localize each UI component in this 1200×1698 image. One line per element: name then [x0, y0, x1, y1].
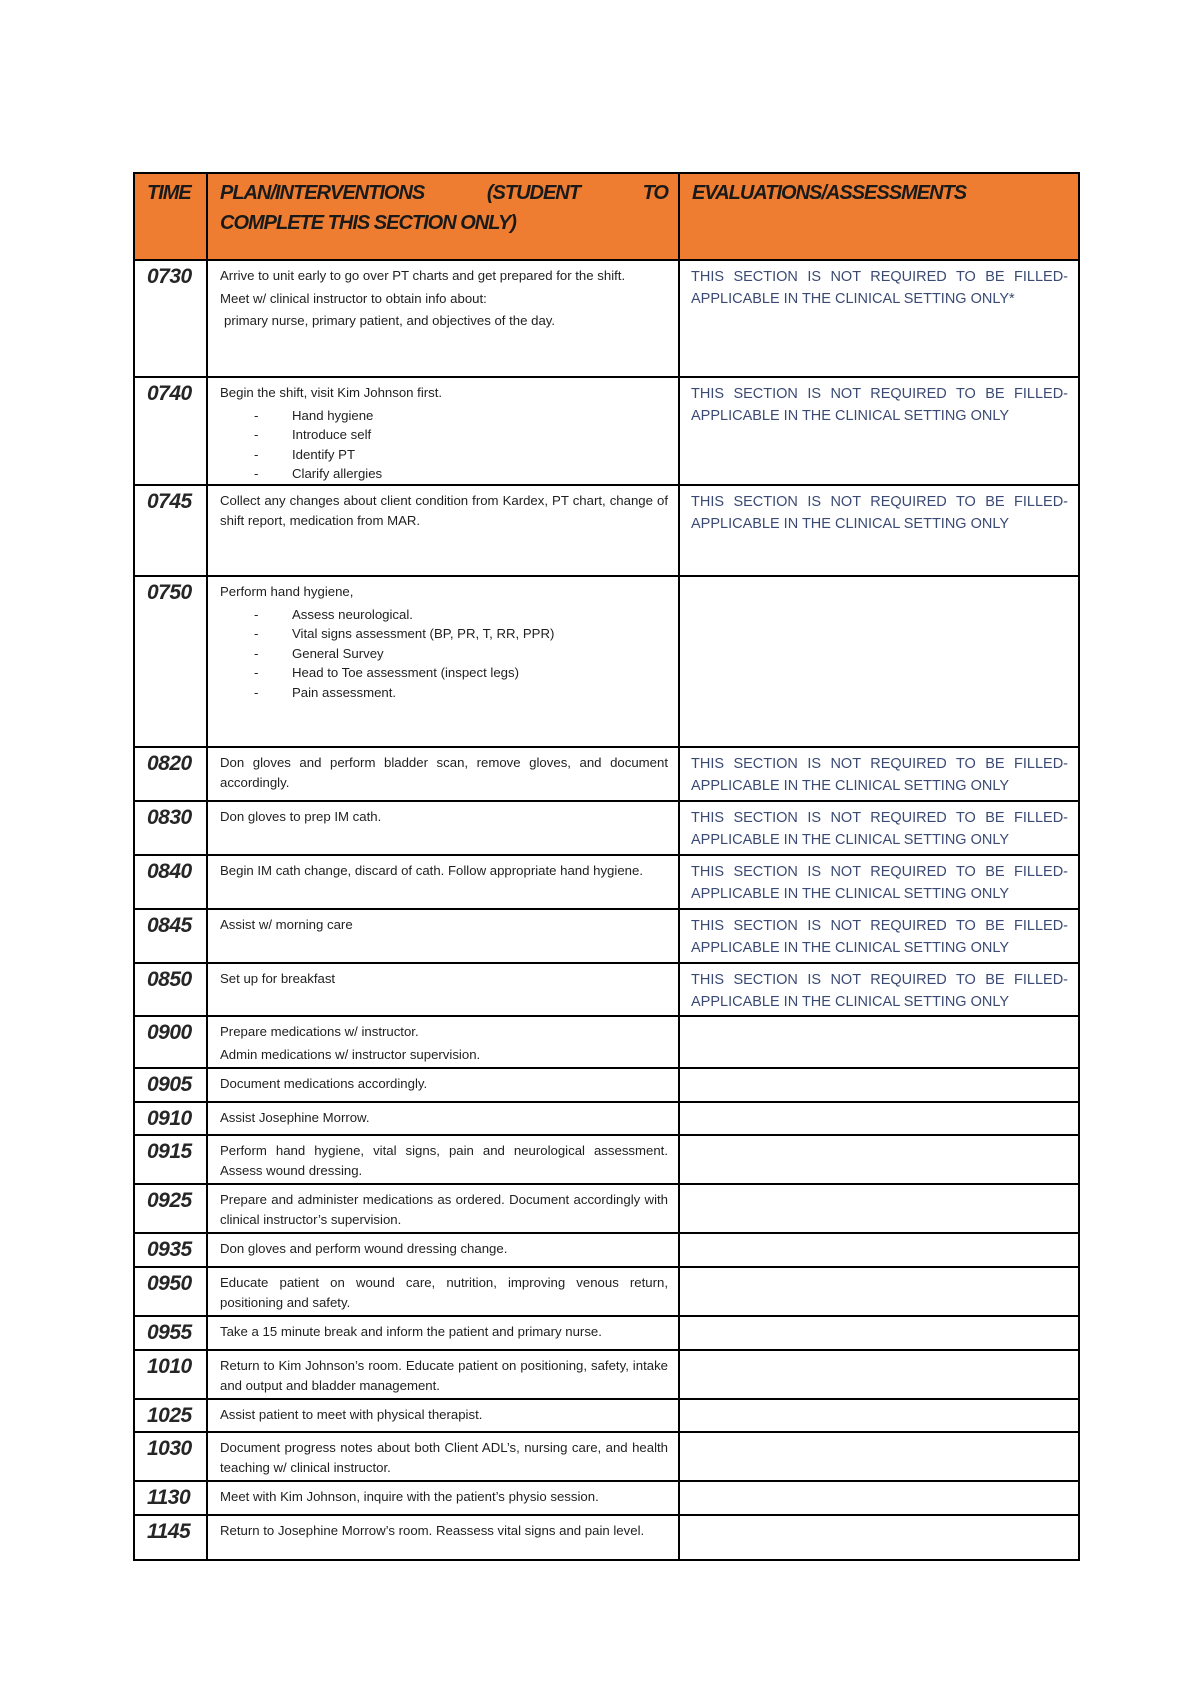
time-cell [134, 260, 207, 377]
plan-text: Prepare and administer medications as ordered. Document accordingly with clinical instructor’s supervision. [220, 1192, 668, 1227]
plan-cell [207, 1515, 679, 1560]
evaluation-cell [679, 1481, 1079, 1515]
plan-text: Assist Josephine Morrow. [220, 1110, 370, 1125]
evaluation-text: THIS SECTION IS NOT REQUIRED TO BE FILLED-APPLICABLE IN THE CLINICAL SETTING ONLY* [691, 269, 1068, 307]
table-row [134, 1016, 1079, 1068]
table-row [134, 260, 1079, 377]
plan-bullet-text: Identify PT [292, 446, 356, 462]
table-row [134, 1515, 1079, 1560]
plan-cell [207, 485, 679, 576]
plan-text: Don gloves and perform bladder scan, remove gloves, and document accordingly. [220, 755, 668, 790]
plan-text: Collect any changes about client condition from Kardex, PT chart, change of shift report, medication from MAR. [220, 493, 668, 528]
time-value: 1130 [147, 1486, 191, 1509]
evaluation-text [680, 1400, 1078, 1405]
evaluation-cell [679, 1316, 1079, 1350]
plan-cell [207, 1135, 679, 1184]
time-value: 0935 [147, 1238, 192, 1261]
plan-cell [207, 1068, 679, 1102]
plan-bullet-item [220, 605, 668, 625]
table-row [134, 801, 1079, 855]
evaluation-cell [679, 1350, 1079, 1399]
plan-text: Meet w/ clinical instructor to obtain info about: [220, 290, 487, 306]
time-value: 0915 [147, 1140, 192, 1163]
time-value: 0905 [147, 1073, 192, 1096]
evaluation-text [680, 1351, 1078, 1356]
evaluation-cell [679, 485, 1079, 576]
evaluation-text [680, 1069, 1078, 1074]
time-value: 0925 [147, 1189, 192, 1212]
time-value: 0840 [147, 860, 192, 883]
plan-text: Perform hand hygiene, [220, 584, 354, 599]
table-row [134, 963, 1079, 1016]
evaluation-cell [679, 1399, 1079, 1432]
time-value: 0850 [147, 968, 192, 991]
plan-cell [207, 1102, 679, 1135]
evaluation-text [680, 1017, 1078, 1022]
table-row [134, 747, 1079, 801]
plan-text: Document medications accordingly. [220, 1076, 428, 1091]
time-cell [134, 1102, 207, 1135]
plan-bullet-list [220, 406, 668, 484]
evaluation-text: THIS SECTION IS NOT REQUIRED TO BE FILLED-APPLICABLE IN THE CLINICAL SETTING ONLY [691, 810, 1068, 848]
table-row [134, 1102, 1079, 1135]
evaluation-cell [679, 1233, 1079, 1267]
evaluation-cell [679, 576, 1079, 747]
evaluation-cell [679, 963, 1079, 1016]
evaluation-cell [679, 801, 1079, 855]
time-cell [134, 855, 207, 909]
plan-cell [207, 1016, 679, 1068]
evaluation-cell [679, 1016, 1079, 1068]
plan-text: Assist patient to meet with physical therapist. [220, 1407, 483, 1422]
plan-text: Don gloves and perform wound dressing change. [220, 1241, 508, 1256]
header-plan-cell [207, 173, 679, 260]
time-cell [134, 1515, 207, 1560]
time-value: 0955 [147, 1321, 192, 1344]
time-cell [134, 801, 207, 855]
time-cell [134, 1267, 207, 1316]
dash-bullet-icon: - [254, 427, 259, 442]
evaluation-text [680, 1268, 1078, 1273]
table-row [134, 1184, 1079, 1233]
header-plan-line2: COMPLETE THIS SECTION ONLY) [220, 212, 516, 234]
evaluation-cell [679, 747, 1079, 801]
dash-bullet-icon: - [254, 626, 259, 641]
plan-bullet-item [220, 464, 668, 484]
plan-text: Don gloves to prep IM cath. [220, 809, 382, 824]
time-value: 0750 [147, 581, 192, 604]
time-value: 0900 [147, 1021, 192, 1044]
plan-text: Return to Kim Johnson’s room. Educate patient on positioning, safety, intake and output and bladder management. [220, 1358, 668, 1393]
plan-text: Assist w/ morning care [220, 917, 353, 932]
evaluation-text: THIS SECTION IS NOT REQUIRED TO BE FILLED-APPLICABLE IN THE CLINICAL SETTING ONLY [691, 864, 1068, 902]
evaluation-text: THIS SECTION IS NOT REQUIRED TO BE FILLED-APPLICABLE IN THE CLINICAL SETTING ONLY [691, 494, 1068, 532]
plan-bullet-text: Pain assessment. [292, 684, 397, 700]
time-cell [134, 485, 207, 576]
plan-text: Meet with Kim Johnson, inquire with the patient’s physio session. [220, 1489, 599, 1504]
header-evaluation: EVALUATIONS/ASSESSMENTS [692, 182, 967, 204]
plan-bullet-text: General Survey [292, 645, 384, 661]
time-cell [134, 377, 207, 485]
time-value: 0950 [147, 1272, 192, 1295]
time-cell [134, 1233, 207, 1267]
table-row [134, 485, 1079, 576]
header-evaluation-cell [679, 173, 1079, 260]
evaluation-cell [679, 1515, 1079, 1560]
evaluation-text: THIS SECTION IS NOT REQUIRED TO BE FILLED-APPLICABLE IN THE CLINICAL SETTING ONLY [691, 918, 1068, 956]
evaluation-cell [679, 855, 1079, 909]
dash-bullet-icon: - [254, 684, 259, 700]
time-cell [134, 1481, 207, 1515]
plan-bullet-text: Clarify allergies [292, 466, 383, 481]
time-cell [134, 963, 207, 1016]
plan-cell [207, 855, 679, 909]
plan-cell [207, 1233, 679, 1267]
table-row [134, 1432, 1079, 1481]
table-row [134, 1316, 1079, 1350]
plan-bullet-item [220, 663, 668, 683]
evaluation-text [680, 577, 1078, 582]
time-cell [134, 1316, 207, 1350]
time-cell [134, 1350, 207, 1399]
plan-text: Arrive to unit early to go over PT charts and get prepared for the shift. [220, 268, 626, 283]
plan-bullet-item [220, 425, 668, 445]
table-row [134, 909, 1079, 963]
plan-bullet-text: Hand hygiene [292, 407, 374, 423]
table-row [134, 1350, 1079, 1399]
plan-bullet-item [220, 445, 668, 465]
evaluation-text [680, 1317, 1078, 1322]
dash-bullet-icon: - [254, 466, 259, 481]
time-value: 0740 [147, 382, 192, 405]
plan-text: Admin medications w/ instructor supervision. [220, 1046, 481, 1062]
dash-bullet-icon: - [254, 606, 259, 622]
evaluation-cell [679, 1184, 1079, 1233]
plan-text: Take a 15 minute break and inform the patient and primary nurse. [220, 1324, 602, 1339]
plan-bullet-text: Assess neurological. [292, 606, 413, 622]
table-row [134, 1068, 1079, 1102]
time-cell [134, 1432, 207, 1481]
evaluation-cell [679, 1267, 1079, 1316]
evaluation-text [680, 1234, 1078, 1239]
plan-bullet-item [220, 644, 668, 664]
plan-cell [207, 1267, 679, 1316]
table-row [134, 377, 1079, 485]
evaluation-cell [679, 1102, 1079, 1135]
table-row [134, 576, 1079, 747]
evaluation-cell [679, 1432, 1079, 1481]
evaluation-text: THIS SECTION IS NOT REQUIRED TO BE FILLED-APPLICABLE IN THE CLINICAL SETTING ONLY [691, 386, 1068, 424]
time-cell [134, 1135, 207, 1184]
table-row [134, 1399, 1079, 1432]
plan-bullet-text: Vital signs assessment (BP, PR, T, RR, PPR) [292, 626, 555, 641]
plan-cell [207, 576, 679, 747]
time-cell [134, 1068, 207, 1102]
plan-bullet-list [220, 605, 668, 703]
plan-cell [207, 260, 679, 377]
header-plan-line1: PLAN/INTERVENTIONS (STUDENT TO [220, 182, 668, 204]
dash-bullet-icon: - [254, 645, 259, 661]
header-row [134, 173, 1079, 260]
time-cell [134, 909, 207, 963]
plan-cell [207, 909, 679, 963]
header-time: TIME [147, 182, 191, 204]
table-row [134, 1233, 1079, 1267]
plan-cell [207, 747, 679, 801]
evaluation-text [680, 1482, 1078, 1487]
time-cell [134, 1016, 207, 1068]
plan-text: Begin the shift, visit Kim Johnson first. [220, 385, 443, 400]
time-cell [134, 747, 207, 801]
header-time-cell [134, 173, 207, 260]
evaluation-cell [679, 1135, 1079, 1184]
dash-bullet-icon: - [254, 446, 259, 462]
evaluation-text [680, 1103, 1078, 1108]
plan-bullet-item [220, 624, 668, 644]
evaluation-text [680, 1185, 1078, 1190]
evaluation-text: THIS SECTION IS NOT REQUIRED TO BE FILLED-APPLICABLE IN THE CLINICAL SETTING ONLY [691, 756, 1068, 794]
plan-cell [207, 1184, 679, 1233]
evaluation-text [680, 1433, 1078, 1438]
table-row [134, 1481, 1079, 1515]
time-value: 0745 [147, 490, 192, 513]
plan-text: Begin IM cath change, discard of cath. Follow appropriate hand hygiene. [220, 863, 643, 878]
plan-bullet-text: Introduce self [292, 427, 372, 442]
time-cell [134, 1399, 207, 1432]
plan-text: Perform hand hygiene, vital signs, pain and neurological assessment. Assess wound dressing. [220, 1143, 668, 1178]
plan-cell [207, 1432, 679, 1481]
plan-text: Document progress notes about both Client ADL’s, nursing care, and health teaching w/ clinical instructor. [220, 1440, 668, 1475]
time-value: 1010 [147, 1355, 192, 1378]
plan-text: Return to Josephine Morrow’s room. Reassess vital signs and pain level. [220, 1523, 645, 1538]
evaluation-text: THIS SECTION IS NOT REQUIRED TO BE FILLED-APPLICABLE IN THE CLINICAL SETTING ONLY [691, 972, 1068, 1010]
plan-bullet-text: Head to Toe assessment (inspect legs) [292, 665, 519, 680]
time-value: 0845 [147, 914, 192, 937]
dash-bullet-icon: - [254, 665, 259, 680]
time-value: 1030 [147, 1437, 192, 1460]
evaluation-text [680, 1516, 1078, 1521]
evaluation-cell [679, 260, 1079, 377]
plan-cell [207, 1399, 679, 1432]
evaluation-text [680, 1136, 1078, 1141]
plan-cell [207, 1350, 679, 1399]
plan-text: Set up for breakfast [220, 971, 336, 986]
time-value: 0830 [147, 806, 192, 829]
evaluation-cell [679, 1068, 1079, 1102]
plan-bullet-item [220, 406, 668, 426]
plan-text: primary nurse, primary patient, and objectives of the day. [224, 313, 556, 328]
time-value: 0820 [147, 752, 192, 775]
dash-bullet-icon: - [254, 407, 259, 423]
care-plan-table [133, 172, 1080, 1561]
plan-cell [207, 1316, 679, 1350]
plan-cell [207, 377, 679, 485]
plan-text: Prepare medications w/ instructor. [220, 1024, 419, 1039]
plan-text: Educate patient on wound care, nutrition, improving venous return, positioning and safety. [220, 1275, 668, 1310]
plan-cell [207, 1481, 679, 1515]
plan-cell [207, 801, 679, 855]
plan-bullet-item [220, 683, 668, 703]
time-cell [134, 1184, 207, 1233]
table-row [134, 1135, 1079, 1184]
evaluation-cell [679, 909, 1079, 963]
time-value: 0910 [147, 1107, 192, 1130]
time-value: 1145 [147, 1520, 191, 1543]
table-row [134, 1267, 1079, 1316]
time-cell [134, 576, 207, 747]
table-row [134, 855, 1079, 909]
time-value: 1025 [147, 1404, 192, 1427]
evaluation-cell [679, 377, 1079, 485]
plan-cell [207, 963, 679, 1016]
time-value: 0730 [147, 265, 192, 288]
